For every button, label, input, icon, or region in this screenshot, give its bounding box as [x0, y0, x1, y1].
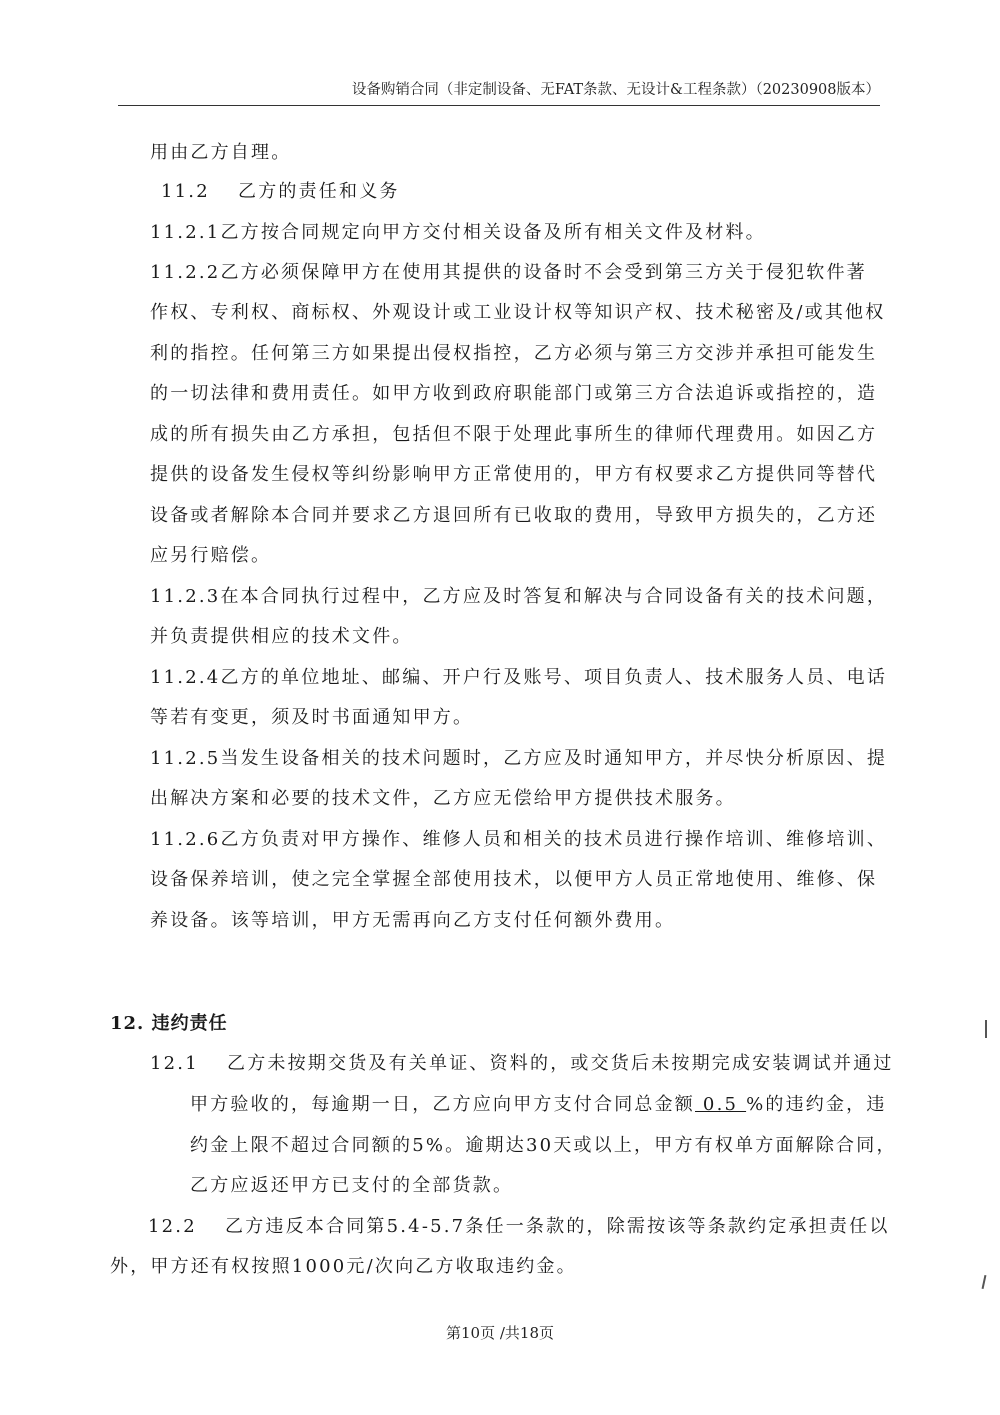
- clause-12-1-line3: 约金上限不超过合同额的5%。逾期达30天或以上，甲方有权单方面解除合同，: [190, 1135, 897, 1156]
- clause-12-2-line2: 外，甲方还有权按照1000元/次向乙方收取违约金。: [110, 1256, 577, 1277]
- clause-11-2-1: 11.2.1乙方按合同规定向甲方交付相关设备及所有相关文件及材料。: [150, 222, 766, 243]
- text-line: 设备或者解除本合同并要求乙方退回所有已收取的费用，导致甲方损失的，乙方还: [150, 505, 878, 526]
- text-line: 提供的设备发生侵权等纠纷影响甲方正常使用的，甲方有权要求乙方提供同等替代: [150, 464, 878, 485]
- text-line: 设备保养培训，使之完全掌握全部使用技术，以便甲方人员正常地使用、维修、保: [150, 869, 878, 890]
- subsection-heading: 11.2 乙方的责任和义务: [161, 181, 400, 202]
- clause-11-2-4: 11.2.4乙方的单位地址、邮编、开户行及账号、项目负责人、技术服务人员、电话: [150, 667, 888, 688]
- document-header: 设备购销合同（非定制设备、无FAT条款、无设计&工程条款）（20230908版本）: [118, 78, 880, 106]
- text-line: 出解决方案和必要的技术文件，乙方应无偿给甲方提供技术服务。: [150, 788, 736, 809]
- text-line: 成的所有损失由乙方承担，包括但不限于处理此事所生的律师代理费用。如因乙方: [150, 424, 878, 445]
- scan-mark: [982, 1275, 987, 1289]
- text-line: 用由乙方自理。: [150, 142, 292, 163]
- text-line: 的一切法律和费用责任。如甲方收到政府职能部门或第三方合法追诉或指控的，造: [150, 383, 878, 404]
- text-fragment: %的违约金，违: [746, 1094, 887, 1115]
- clause-12-1: 12.1 乙方未按期交货及有关单证、资料的，或交货后未按期完成安装调试并通过: [150, 1053, 894, 1074]
- text-line: 利的指控。任何第三方如果提出侵权指控，乙方必须与第三方交涉并承担可能发生: [150, 343, 878, 364]
- scan-mark: [985, 1020, 987, 1038]
- clause-11-2-5: 11.2.5当发生设备相关的技术问题时，乙方应及时通知甲方，并尽快分析原因、提: [150, 748, 888, 769]
- text-line: 养设备。该等培训，甲方无需再向乙方支付任何额外费用。: [150, 910, 676, 931]
- text-line: 并负责提供相应的技术文件。: [150, 626, 413, 647]
- text-line: 作权、专利权、商标权、外观设计或工业设计权等知识产权、技术秘密及/或其他权: [150, 302, 886, 323]
- clause-12-1-line2: [190, 1093, 887, 1117]
- clause-11-2-6: 11.2.6乙方负责对甲方操作、维修人员和相关的技术员进行操作培训、维修培训、: [150, 829, 888, 850]
- clause-12-2: 12.2 乙方违反本合同第5.4-5.7条任一条款的，除需按该等条款约定承担责任以: [148, 1216, 890, 1237]
- clause-11-2-2: 11.2.2乙方必须保障甲方在使用其提供的设备时不会受到第三方关于侵犯软件著: [150, 262, 867, 283]
- clause-12-1-line4: 乙方应返还甲方已支付的全部货款。: [190, 1175, 514, 1196]
- clause-11-2-3: 11.2.3在本合同执行过程中，乙方应及时答复和解决与合同设备有关的技术问题，: [150, 586, 888, 607]
- page-number: 第10页 /共18页: [446, 1324, 554, 1342]
- text-line: 等若有变更，须及时书面通知甲方。: [150, 707, 474, 728]
- text-line: 应另行赔偿。: [150, 545, 272, 566]
- section-12-heading: 12. 违约责任: [110, 1013, 228, 1034]
- penalty-rate-blank: 0.5: [695, 1094, 747, 1115]
- text-fragment: 甲方验收的，每逾期一日，乙方应向甲方支付合同总金额: [190, 1094, 695, 1115]
